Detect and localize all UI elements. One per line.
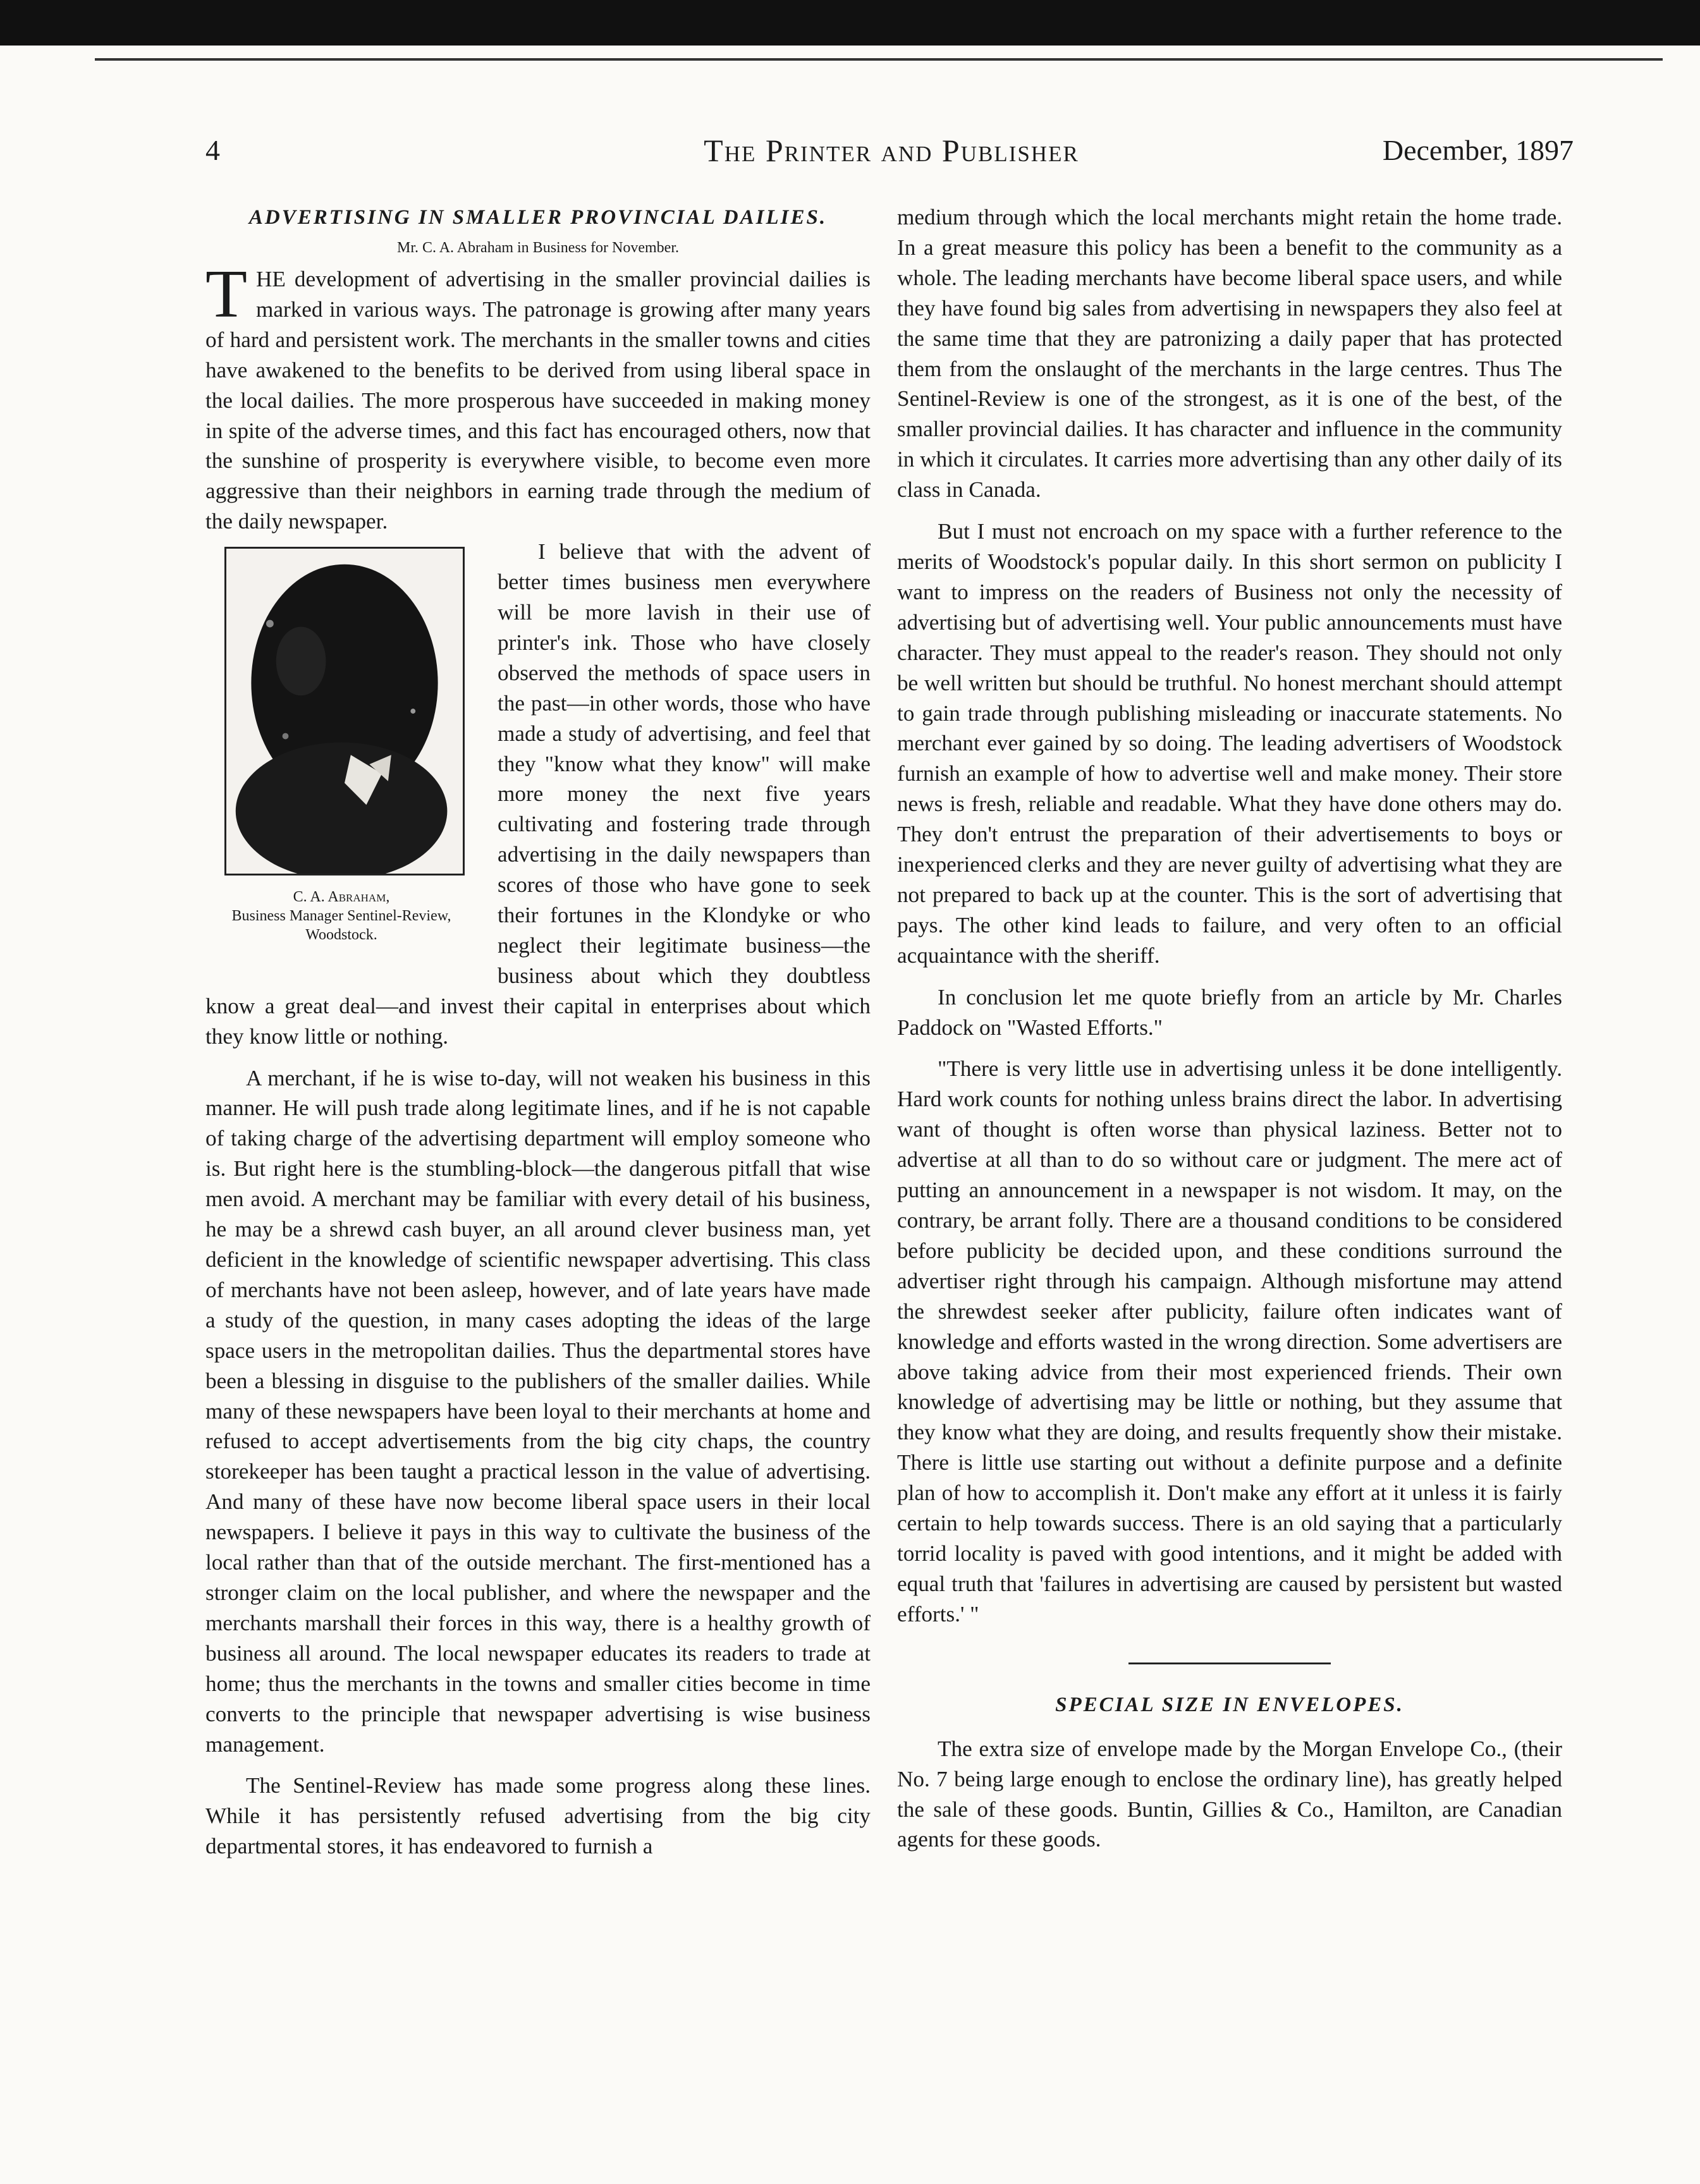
paragraph-5: But I must not encroach on my space with a further reference to the merits of Woodstock's popular daily. In this short sermon on publicity I want to impress on the readers of Business not only the necessity of advertising but of advertising well. Your public announcements must have character. They must appeal to the reader's reason. They should not only be well written but should be truthful. No honest merchant should attempt to gain trade through publishing misleading or inaccurate statements. No merchant ever gained by so doing. The leading advertisers of Woodstock furnish an example of how to advertise well and make money. Their store news is fresh, reliable and readable. What they have done others may do. They don't entrust the preparation of their advertisements to boys or inexperienced clerks and they are never guilty of advertising what they are not prepared to back up at the counter. This is the sort of advertising that pays. The other kind leads to failure, and very often to an official acquaintance with the sheriff.: [897, 519, 1562, 968]
paragraph-4-continued: medium through which the local merchants might retain the home trade. In a great measure this policy has been a benefit to the community as a whole. The leading merchants have become liberal space users, and while they have found big sales from advertising in newspapers they also feel at the same time that they are patronizing a daily paper that has protected them from the onslaught of the merchants in the large centres. Thus The Sentinel-Review is one of the strongest, as it is one of the best, of the smaller provincial dailies. It has character and influence in the community in which it circulates. It carries more advertising than any other daily of its class in Canada.: [897, 205, 1562, 503]
article-2-title: SPECIAL SIZE IN ENVELOPES.: [1055, 1693, 1404, 1716]
page-number: 4: [205, 134, 220, 166]
section-divider: [1128, 1662, 1331, 1664]
portrait-caption-role: Business Manager Sentinel-Review, Woodstock.: [231, 908, 451, 944]
portrait-image: [226, 549, 463, 874]
left-column: [205, 202, 871, 1862]
paragraph-4: The Sentinel-Review has made some progress along these lines. While it has persistently refused advertising from the big city departmental stores, it has endeavored to furnish a: [205, 1773, 871, 1859]
journal-title: The Printer and Publisher: [704, 133, 1079, 168]
portrait-photo: [224, 547, 465, 875]
header-rule: [95, 58, 1663, 61]
portrait-figure: [205, 543, 477, 979]
paragraph-3: A merchant, if he is wise to-day, will not weaken his business in this manner. He will push trade along legitimate lines, and if he is not capable of taking charge of the advertising department will employ someone who is. But right here is the stumbling-block—the dangerous pitfall that wise men avoid. A merchant may be familiar with every detail of his business, he may be a shrewd cash buyer, an all around clever business man, yet deficient in the knowledge of scientific newspaper advertising. This class of merchants have not been asleep, however, and of late years have made a study of the question, in many cases adopting the ideas of the large space users in the metropolitan dailies. Thus the departmental stores have been a blessing in disguise to the publishers of the smaller dailies. While many of these newspapers have been loyal to their merchants at home and refused to accept advertisements from the big city chaps, the country storekeeper has been taught a practical lesson in the value of advertising. And many of these have now become liberal space users in their local newspapers. I believe it pays in this way to cultivate the business of the local rather than that of the outside merchant. The first-mentioned has a stronger claim on the local publisher, and where the newspaper and the merchants marshall their forces in this way, there is a healthy growth of business all around. The local newspaper educates its readers to trade at home; thus the merchants in the towns and smaller cities become in time converts to the principle that newspaper advertising is wise business management.: [205, 1065, 871, 1757]
portrait-caption: [205, 888, 477, 944]
right-column: [897, 202, 1562, 1855]
top-margin-bar: [0, 0, 1700, 46]
paragraph-1: [205, 257, 871, 537]
drop-cap: T: [205, 257, 247, 332]
article-byline: Mr. C. A. Abraham in Business for November.: [397, 240, 679, 256]
article-title: ADVERTISING IN SMALLER PROVINCIAL DAILIES.: [248, 206, 828, 229]
paragraph-1-text: HE development of advertising in the smaller provincial dailies is marked in various ways. The patronage is growing after many years of hard and persistent work. The merchants in the smaller towns and cities have awakened to the benefits to be derived from using liberal space in the local dailies. The more prosperous have succeeded in making money in spite of the adverse times, and this fact has encouraged others, now that the sunshine of prosperity is everywhere visible, to become even more aggressive than their neighbors in earning trade through the medium of the daily newspaper.: [205, 267, 871, 534]
paragraph-2: I believe that with the advent of better times business men everywhere will be more lavish in their use of printer's ink. Those who have closely observed the methods of space users in the past—in other words, those who have made a study of advertising, and feel that they "know what they know" will make more money the next five years cultivating and fostering trade through advertising in the daily newspapers than scores of those who have gone to seek their fortunes in the Klondyke or who neglect their legitimate business—the business about which they doubtless know a great deal—and invest their capital in enterprises about which they know little or nothing.: [205, 539, 871, 1049]
issue-date: December, 1897: [1382, 134, 1574, 166]
paragraph-7-quote: "There is very little use in advertising unless it be done intelligently. Hard work counts for nothing unless brains direct the labor. In advertising want of thought is often worse than physical laziness. Better not to advertise at all than to do so without care or judgment. The mere act of putting an announcement in a newspaper is not wisdom. It may, on the contrary, be arrant folly. There are a thousand conditions to be considered before publicity be decided upon, and these conditions surround the advertiser right through his campaign. Although misfortune may attend the shrewdest seeker after publicity, failure often indicates want of knowledge and efforts wasted in the wrong direction. Some advertisers are above taking advice from their most experienced friends. Their own knowledge of advertising may be little or nothing, but they assume that they know what they are doing, and results frequently show their mistake. There is little use starting out without a definite purpose and a definite plan of how to accomplish it. Don't make any effort at it unless it is fairly certain to help towards success. There is an old saying that a particularly torrid locality is paved with good intentions, and it might be added with equal truth that 'failures in advertising are caused by persistent but wasted efforts.' ": [897, 1056, 1562, 1626]
paragraph-6: In conclusion let me quote briefly from an article by Mr. Charles Paddock on "Wasted Efforts.": [897, 984, 1562, 1040]
portrait-caption-name: C. A. Abraham,: [293, 889, 390, 906]
article-2-body: The extra size of envelope made by the Morgan Envelope Co., (their No. 7 being large enough to enclose the ordinary line), has greatly helped the sale of these goods. Buntin, Gillies & Co., Hamilton, are Canadian agents for these goods.: [897, 1736, 1562, 1852]
